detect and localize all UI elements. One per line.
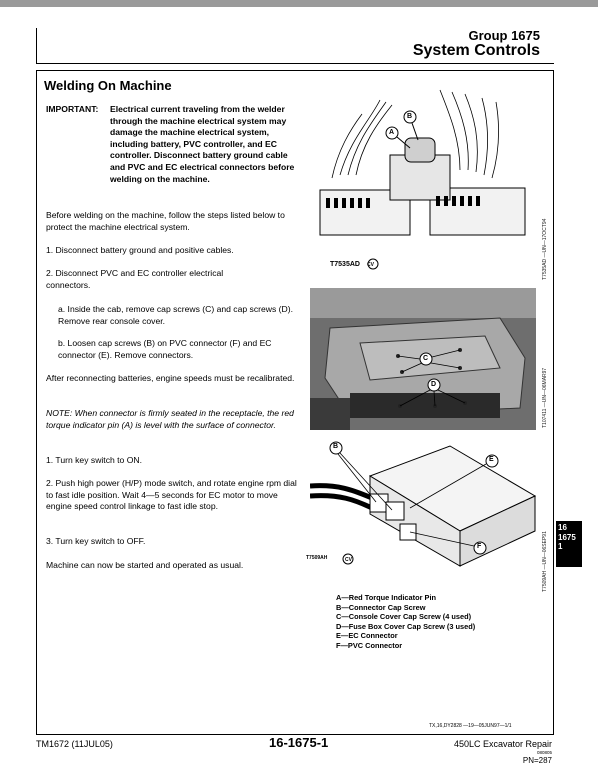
- substep-a: a. Inside the cab, remove cap screws (C) and cap screws (D). Remove rear console cover.: [58, 304, 293, 326]
- label-e: E: [489, 456, 494, 463]
- label-b2: B: [333, 443, 339, 450]
- tab-line: 16: [558, 523, 567, 532]
- figure2-code: T107411 —UN—06MAR97: [542, 367, 548, 428]
- final-paragraph: Machine can now be started and operated as usual.: [46, 560, 244, 570]
- figure3-cv: CV: [345, 557, 352, 563]
- intro-paragraph: Before welding on the machine, follow the steps listed below to protect the machine electrical system.: [46, 210, 285, 232]
- section-title: System Controls: [412, 42, 540, 59]
- label-a: A: [389, 129, 395, 136]
- header-rule-vertical: [36, 28, 37, 64]
- substep-b: b. Loosen cap screws (B) on PVC connector (F) and EC connector (E). Remove connectors.: [58, 338, 272, 360]
- page-number: 16-1675-1: [269, 735, 329, 750]
- note-paragraph: NOTE: When connector is firmly seated in the receptacle, the red torque indicator pin (A) is level with the surface of connector.: [46, 408, 294, 430]
- legend-item: E—EC Connector: [336, 631, 398, 641]
- step-2: 2. Disconnect PVC and EC controller electrical connectors.: [46, 268, 224, 290]
- step2-1: 1. Turn key switch to ON.: [46, 455, 142, 465]
- header-rule: [36, 63, 554, 64]
- page-title: Welding On Machine: [44, 78, 172, 93]
- step2-2: 2. Push high power (H/P) mode switch, and rotate engine rpm dial to fast idle position. Wait 4—5 seconds for EC motor to move engine speed control linkage to fast idle stop.: [46, 478, 297, 512]
- important-text: Electrical current traveling from the welder through the machine electrical system may damage the machine electrical system, including battery, PVC controller, and EC controller. Disconnect battery ground cable and PVC and EC electrical connectors before welding on the machine.: [110, 104, 295, 184]
- top-bar: [0, 0, 598, 7]
- model-title: 450LC Excavator Repair: [453, 739, 552, 749]
- step-1: 1. Disconnect battery ground and positive cables.: [46, 245, 234, 255]
- pn-number: PN=287: [522, 756, 552, 765]
- label-d: D: [431, 381, 437, 388]
- connector-figure: [310, 80, 536, 270]
- section-tab: [556, 521, 582, 567]
- footer-small: 080805: [536, 750, 552, 755]
- label-b: B: [407, 113, 413, 120]
- after-paragraph: After reconnecting batteries, engine speeds must be recalibrated.: [46, 373, 295, 383]
- footer-code: TX,16,DY2828 —19—05JUN97—1/1: [429, 723, 512, 729]
- legend-item: D—Fuse Box Cover Cap Screw (3 used): [336, 621, 476, 631]
- figure-legend: [336, 593, 475, 651]
- tab-line: 1: [558, 542, 563, 551]
- figure1-id: T7535AD: [330, 261, 360, 268]
- legend-item: A—Red Torque Indicator Pin: [336, 593, 437, 602]
- label-f: F: [477, 543, 482, 550]
- controller-figure: [310, 436, 536, 586]
- figure1-cv: CV: [367, 262, 374, 268]
- figure3-code: T7509AH —UN—06SEP91: [542, 531, 548, 592]
- figure3-id: T7509AH: [306, 555, 328, 561]
- step2-3: 3. Turn key switch to OFF.: [46, 536, 146, 546]
- group-title: Group 1675: [468, 28, 540, 43]
- important-label: IMPORTANT:: [46, 104, 99, 114]
- legend-item: C—Console Cover Cap Screw (4 used): [336, 612, 472, 622]
- tab-line: 1675: [558, 532, 576, 542]
- manual-number: TM1672 (11JUL05): [36, 739, 113, 749]
- legend-item: B—Connector Cap Screw: [336, 602, 426, 612]
- label-c: C: [423, 355, 429, 362]
- legend-item: F—PVC Connector: [336, 640, 403, 650]
- figure1-code: T7535AD —UN—17OCT94: [542, 218, 548, 280]
